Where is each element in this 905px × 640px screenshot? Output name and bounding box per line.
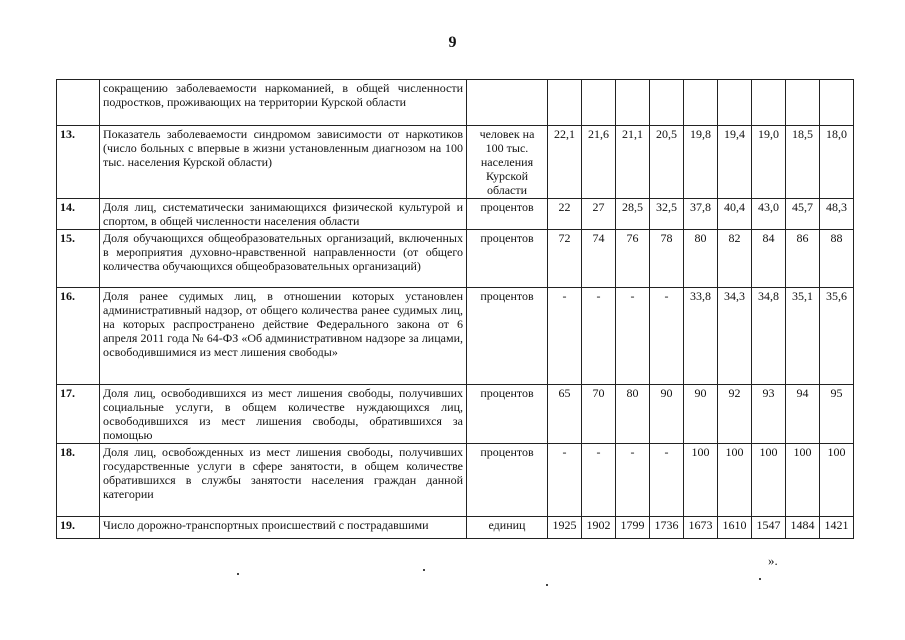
indicator-value: 100 [752,444,786,517]
indicator-value: 76 [616,230,650,288]
indicator-value: 1925 [548,517,582,539]
indicator-value: - [650,444,684,517]
indicator-value [582,80,616,126]
indicator-value: 1610 [718,517,752,539]
indicator-value: 70 [582,385,616,444]
indicator-value [684,80,718,126]
indicator-value: 93 [752,385,786,444]
indicator-value: 40,4 [718,199,752,230]
indicator-value: 19,0 [752,126,786,199]
unit-of-measure: процентов [467,230,548,288]
indicator-value: 35,1 [786,288,820,385]
indicator-value: 95 [820,385,854,444]
indicator-value: 1421 [820,517,854,539]
indicator-name: Доля лиц, освобожденных из мест лишения свободы, получивших государственные услуги в сфере занятости, в общем количестве обратившихся в службы занятости населения граждан данной категории [100,444,467,517]
indicator-value [718,80,752,126]
indicator-value: 88 [820,230,854,288]
indicator-value: 35,6 [820,288,854,385]
indicator-value [650,80,684,126]
indicator-value: 19,8 [684,126,718,199]
indicator-value: 1673 [684,517,718,539]
indicator-value: 18,5 [786,126,820,199]
indicator-value: 45,7 [786,199,820,230]
unit-of-measure: процентов [467,288,548,385]
row-number: 18. [57,444,100,517]
indicator-value: - [650,288,684,385]
indicator-value: 100 [786,444,820,517]
indicator-value: 27 [582,199,616,230]
indicator-value [820,80,854,126]
indicator-value: 22,1 [548,126,582,199]
scan-speck [759,578,761,580]
row-number: 14. [57,199,100,230]
unit-of-measure: процентов [467,444,548,517]
table-row [57,126,854,199]
indicators-table [56,79,854,539]
scan-speck [237,573,239,575]
row-number: 13. [57,126,100,199]
row-number [57,80,100,126]
table-row [57,80,854,126]
indicator-value: - [582,444,616,517]
indicator-value: 100 [718,444,752,517]
indicator-value: 1799 [616,517,650,539]
indicator-value: 80 [684,230,718,288]
row-number: 15. [57,230,100,288]
indicator-value: 22 [548,199,582,230]
indicator-name: Доля ранее судимых лиц, в отношении которых установлен административный надзор, от общего количества ранее судимых лиц, на которых распространено действие Федерального закона от 6 апреля 2011 года № 64-ФЗ «Об административном надзоре за лицами, освободившимися из мест лишения свободы» [100,288,467,385]
indicator-value: 94 [786,385,820,444]
indicator-value: 78 [650,230,684,288]
table-row [57,230,854,288]
unit-of-measure: процентов [467,199,548,230]
unit-of-measure: человек на 100 тыс. населения Курской области [467,126,548,199]
indicator-value: 1547 [752,517,786,539]
row-number: 19. [57,517,100,539]
scan-speck [546,584,548,586]
indicator-value: 72 [548,230,582,288]
indicator-value: 1902 [582,517,616,539]
indicator-value [616,80,650,126]
table-row [57,517,854,539]
unit-of-measure [467,80,548,126]
indicator-value: 18,0 [820,126,854,199]
indicator-name: Доля лиц, систематически занимающихся физической культурой и спортом, в общей численности населения области [100,199,467,230]
unit-of-measure: единиц [467,517,548,539]
indicator-value: 19,4 [718,126,752,199]
indicator-value: 86 [786,230,820,288]
indicator-value: - [582,288,616,385]
indicator-value: 28,5 [616,199,650,230]
indicator-value: 37,8 [684,199,718,230]
indicator-name: Показатель заболеваемости синдромом зависимости от наркотиков (число больных с впервые в жизни установленным диагнозом на 100 тыс. населения Курской области) [100,126,467,199]
indicator-value: 21,6 [582,126,616,199]
indicator-name: Доля лиц, освободившихся из мест лишения свободы, получивших социальные услуги, в общем количестве нуждающихся лиц, освободившихся из мест лишения свободы, обратившихся за помощью [100,385,467,444]
table-row [57,199,854,230]
indicator-value: - [616,288,650,385]
indicator-value: 33,8 [684,288,718,385]
indicator-value: 80 [616,385,650,444]
closing-quote-mark: ». [768,553,778,568]
indicator-value: - [548,444,582,517]
indicator-value: 90 [684,385,718,444]
indicator-value: 90 [650,385,684,444]
indicator-value [548,80,582,126]
indicator-value [786,80,820,126]
indicator-value: 48,3 [820,199,854,230]
indicator-value: 1484 [786,517,820,539]
indicator-value: 100 [684,444,718,517]
indicator-name: Число дорожно-транспортных происшествий с пострадавшими [100,517,467,539]
indicator-value: 21,1 [616,126,650,199]
indicator-value [752,80,786,126]
indicator-value: 84 [752,230,786,288]
row-number: 17. [57,385,100,444]
indicator-value: - [616,444,650,517]
indicator-value: 74 [582,230,616,288]
indicator-value: 32,5 [650,199,684,230]
scan-speck [423,569,425,571]
indicator-value: 34,8 [752,288,786,385]
table-row [57,444,854,517]
indicator-value: 1736 [650,517,684,539]
table-row [57,385,854,444]
indicator-value: 43,0 [752,199,786,230]
indicator-name: сокращению заболеваемости наркоманией, в общей численности подростков, проживающих на территории Курской области [100,80,467,126]
indicator-value: - [548,288,582,385]
page-number: 9 [448,34,457,51]
indicator-value: 92 [718,385,752,444]
unit-of-measure: процентов [467,385,548,444]
indicator-value: 34,3 [718,288,752,385]
indicator-value: 100 [820,444,854,517]
indicator-value: 65 [548,385,582,444]
indicator-value: 82 [718,230,752,288]
row-number: 16. [57,288,100,385]
indicator-value: 20,5 [650,126,684,199]
indicator-name: Доля обучающихся общеобразовательных организаций, включенных в мероприятия духовно-нравственной направленности (от общего количества обучающихся общеобразовательных организаций) [100,230,467,288]
table-row [57,288,854,385]
